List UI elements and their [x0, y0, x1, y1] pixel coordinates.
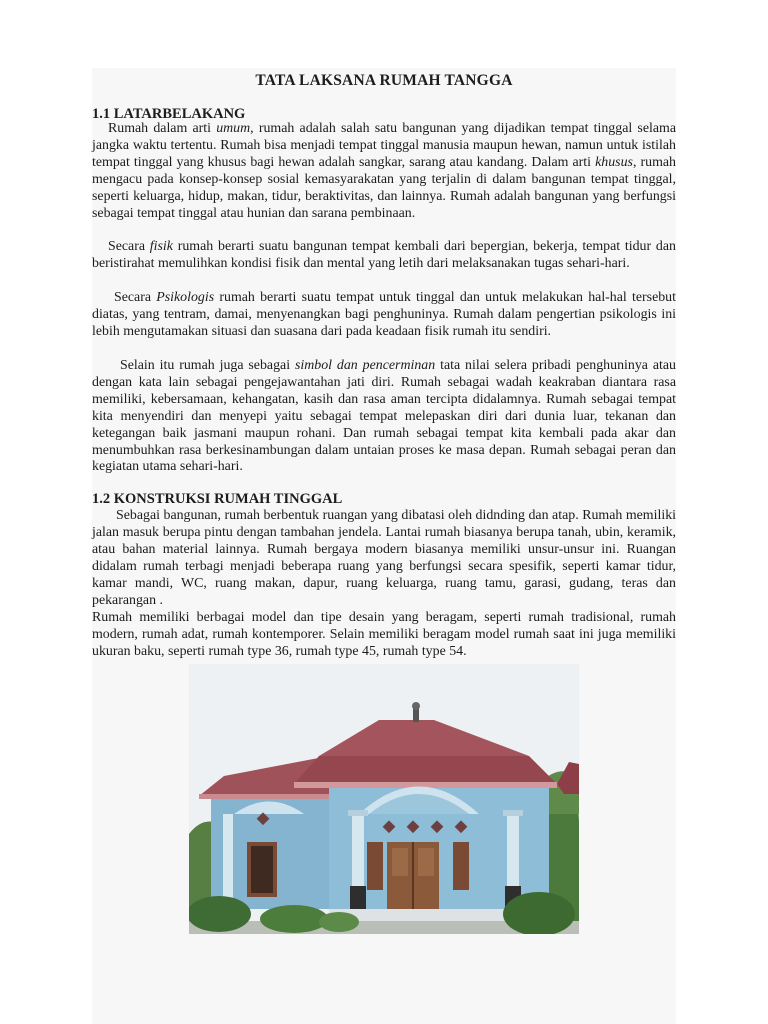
section-heading-latarbelakang: 1.1 LATARBELAKANG — [92, 106, 246, 122]
paragraph: Secara fisik rumah berarti suatu bangunan tempat kembali dari bepergian, bekerja, tempat tidur dan beristirahat memulihkan kondisi fisik dan mental yang letih dari melaksanakan tugas sehari-hari. — [92, 239, 676, 271]
paragraph: Rumah memiliki berbagai model dan tipe desain yang beragam, seperti rumah tradisional, rumah modern, rumah adat, rumah kontemporer. Selain memiliki beragam model rumah saat ini juga memiliki ukuran baku, seperti rumah type 36, rumah type 45, rumah type 54. — [92, 610, 676, 659]
paragraph: Selain itu rumah juga sebagai simbol dan pencerminan tata nilai selera pribadi penghuninya atau dengan kata lain sebagai pengejawantahan jati diri. Rumah sebagai wadah keakraban diantara rasa memiliki, kebersamaan, kehangatan, kasih dan rasa aman tercipta didalamnya. Rumah sebagai tempat kita menyendiri dan menyepi yaitu sebagai tempat melepaskan diri dari dunia luar, tekanan dan ketegangan baik jasmani maupun rohani. Dan rumah sebagai tempat kita kembali pada akar dan menumbuhkan rasa berkesinambungan dalam untaian proses ke masa depan. Rumah sebagai peran dan kegiatan utama sehari-hari. — [92, 358, 676, 475]
document-title: TATA LAKSANA RUMAH TANGGA — [255, 72, 513, 89]
house-photo — [189, 664, 579, 934]
document-page — [92, 68, 676, 1024]
paragraph: Secara Psikologis rumah berarti suatu tempat untuk tinggal dan untuk melakukan hal-hal tersebut diatas, yang tentram, damai, menyenangkan bagi penghuninya. Rumah dalam pengertian psikologis ini lebih mengutamakan situasi dan suasana dari pada keadaan fisik rumah itu sendiri. — [92, 290, 676, 339]
paragraph: Sebagai bangunan, rumah berbentuk ruangan yang dibatasi oleh didnding dan atap. Rumah memiliki jalan masuk berupa pintu dengan tambahan jendela. Lantai rumah biasanya berupa tanah, ubin, keramik, atau bahan material lainnya. Rumah bergaya modern biasanya memiliki unsur-unsur ini. Ruangan didalam rumah terbagi menjadi beberapa ruang yang berfungsi secara spesifik, seperti kamar tidur, kamar mandi, WC, ruang makan, dapur, ruang keluarga, ruang tamu, garasi, gudang, teras dan pekarangan . — [92, 508, 676, 608]
paragraph: Rumah dalam arti umum, rumah adalah salah satu bangunan yang dijadikan tempat tinggal selama jangka waktu tertentu. Rumah bisa menjadi tempat tinggal manusia maupun hewan, namun untuk istilah tempat tinggal yang khusus bagi hewan adalah sangkar, sarang atau kandang. Dalam arti khusus, rumah mengacu pada konsep-konsep sosial kemasyarakatan yang terjalin di dalam bangunan tempat tinggal, seperti keluarga, hidup, makan, tidur, beraktivitas, dan lainnya. Rumah adalah bangunan yang berfungsi sebagai tempat tinggal atau hunian dan sarana pembinaan. — [92, 121, 676, 221]
house-illustration — [189, 664, 579, 934]
section-heading-konstruksi: 1.2 KONSTRUKSI RUMAH TINGGAL — [92, 491, 343, 507]
